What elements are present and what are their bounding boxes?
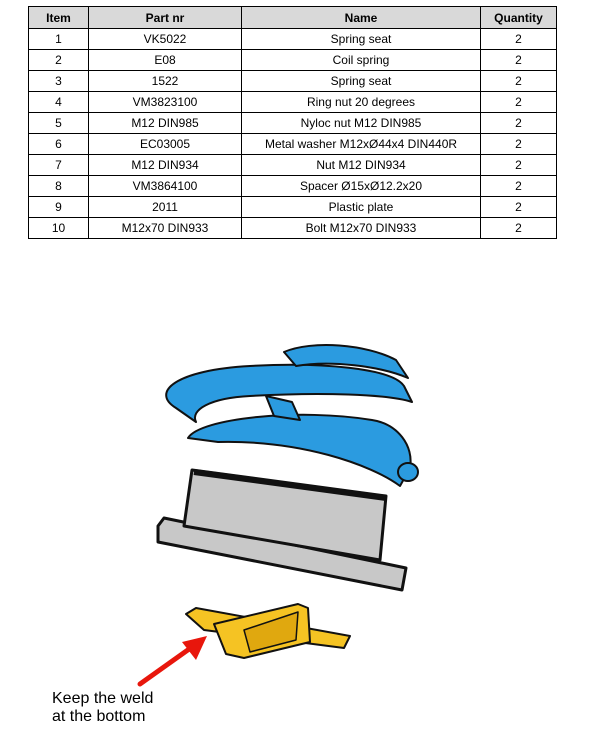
cell-quantity: 2 xyxy=(481,218,557,239)
arrow-head xyxy=(182,636,207,660)
cell-part-nr: EC03005 xyxy=(89,134,242,155)
cell-name: Metal washer M12xØ44x4 DIN440R xyxy=(242,134,481,155)
annotation-line-1: Keep the weld xyxy=(52,690,154,707)
cell-item: 4 xyxy=(29,92,89,113)
table-row xyxy=(29,197,557,218)
cell-item: 5 xyxy=(29,113,89,134)
cell-part-nr: VK5022 xyxy=(89,29,242,50)
cell-quantity: 2 xyxy=(481,155,557,176)
table-row xyxy=(29,29,557,50)
annotation-line-2: at the bottom xyxy=(52,708,146,725)
cell-name: Ring nut 20 degrees xyxy=(242,92,481,113)
cell-quantity: 2 xyxy=(481,176,557,197)
weld-bracket xyxy=(186,604,350,658)
table-row xyxy=(29,71,557,92)
cell-part-nr: M12 DIN985 xyxy=(89,113,242,134)
cell-part-nr: VM3864100 xyxy=(89,176,242,197)
header-quantity: Quantity xyxy=(481,7,557,29)
table-row xyxy=(29,92,557,113)
cell-quantity: 2 xyxy=(481,113,557,134)
cell-item: 3 xyxy=(29,71,89,92)
cell-item: 1 xyxy=(29,29,89,50)
table-row xyxy=(29,176,557,197)
cell-name: Spring seat xyxy=(242,71,481,92)
parts-table xyxy=(28,6,557,239)
cell-part-nr: 2011 xyxy=(89,197,242,218)
cell-item: 10 xyxy=(29,218,89,239)
cell-quantity: 2 xyxy=(481,92,557,113)
table-row xyxy=(29,218,557,239)
cell-quantity: 2 xyxy=(481,29,557,50)
cell-name: Spring seat xyxy=(242,29,481,50)
table-row xyxy=(29,113,557,134)
spring-seat xyxy=(158,470,406,590)
pointer-arrow xyxy=(140,636,207,684)
cell-name: Coil spring xyxy=(242,50,481,71)
weld-annotation xyxy=(52,690,153,726)
cell-part-nr: M12 DIN934 xyxy=(89,155,242,176)
arrow-shaft xyxy=(140,647,192,684)
cell-quantity: 2 xyxy=(481,71,557,92)
spring-coil-end xyxy=(398,463,418,481)
cell-name: Nyloc nut M12 DIN985 xyxy=(242,113,481,134)
cell-name: Spacer Ø15xØ12.2x20 xyxy=(242,176,481,197)
table-row xyxy=(29,50,557,71)
cell-name: Nut M12 DIN934 xyxy=(242,155,481,176)
cell-item: 7 xyxy=(29,155,89,176)
cell-quantity: 2 xyxy=(481,197,557,218)
cell-part-nr: VM3823100 xyxy=(89,92,242,113)
cell-item: 9 xyxy=(29,197,89,218)
cell-item: 2 xyxy=(29,50,89,71)
header-name: Name xyxy=(242,7,481,29)
cell-quantity: 2 xyxy=(481,134,557,155)
cell-name: Bolt M12x70 DIN933 xyxy=(242,218,481,239)
header-part-nr: Part nr xyxy=(89,7,242,29)
table-header-row xyxy=(29,7,557,29)
table-row xyxy=(29,134,557,155)
cell-item: 8 xyxy=(29,176,89,197)
table-row xyxy=(29,155,557,176)
assembly-drawing xyxy=(0,330,604,748)
header-item: Item xyxy=(29,7,89,29)
cell-part-nr: M12x70 DIN933 xyxy=(89,218,242,239)
coil-spring xyxy=(166,345,418,486)
cell-part-nr: E08 xyxy=(89,50,242,71)
cell-name: Plastic plate xyxy=(242,197,481,218)
cell-part-nr: 1522 xyxy=(89,71,242,92)
cell-item: 6 xyxy=(29,134,89,155)
cell-quantity: 2 xyxy=(481,50,557,71)
